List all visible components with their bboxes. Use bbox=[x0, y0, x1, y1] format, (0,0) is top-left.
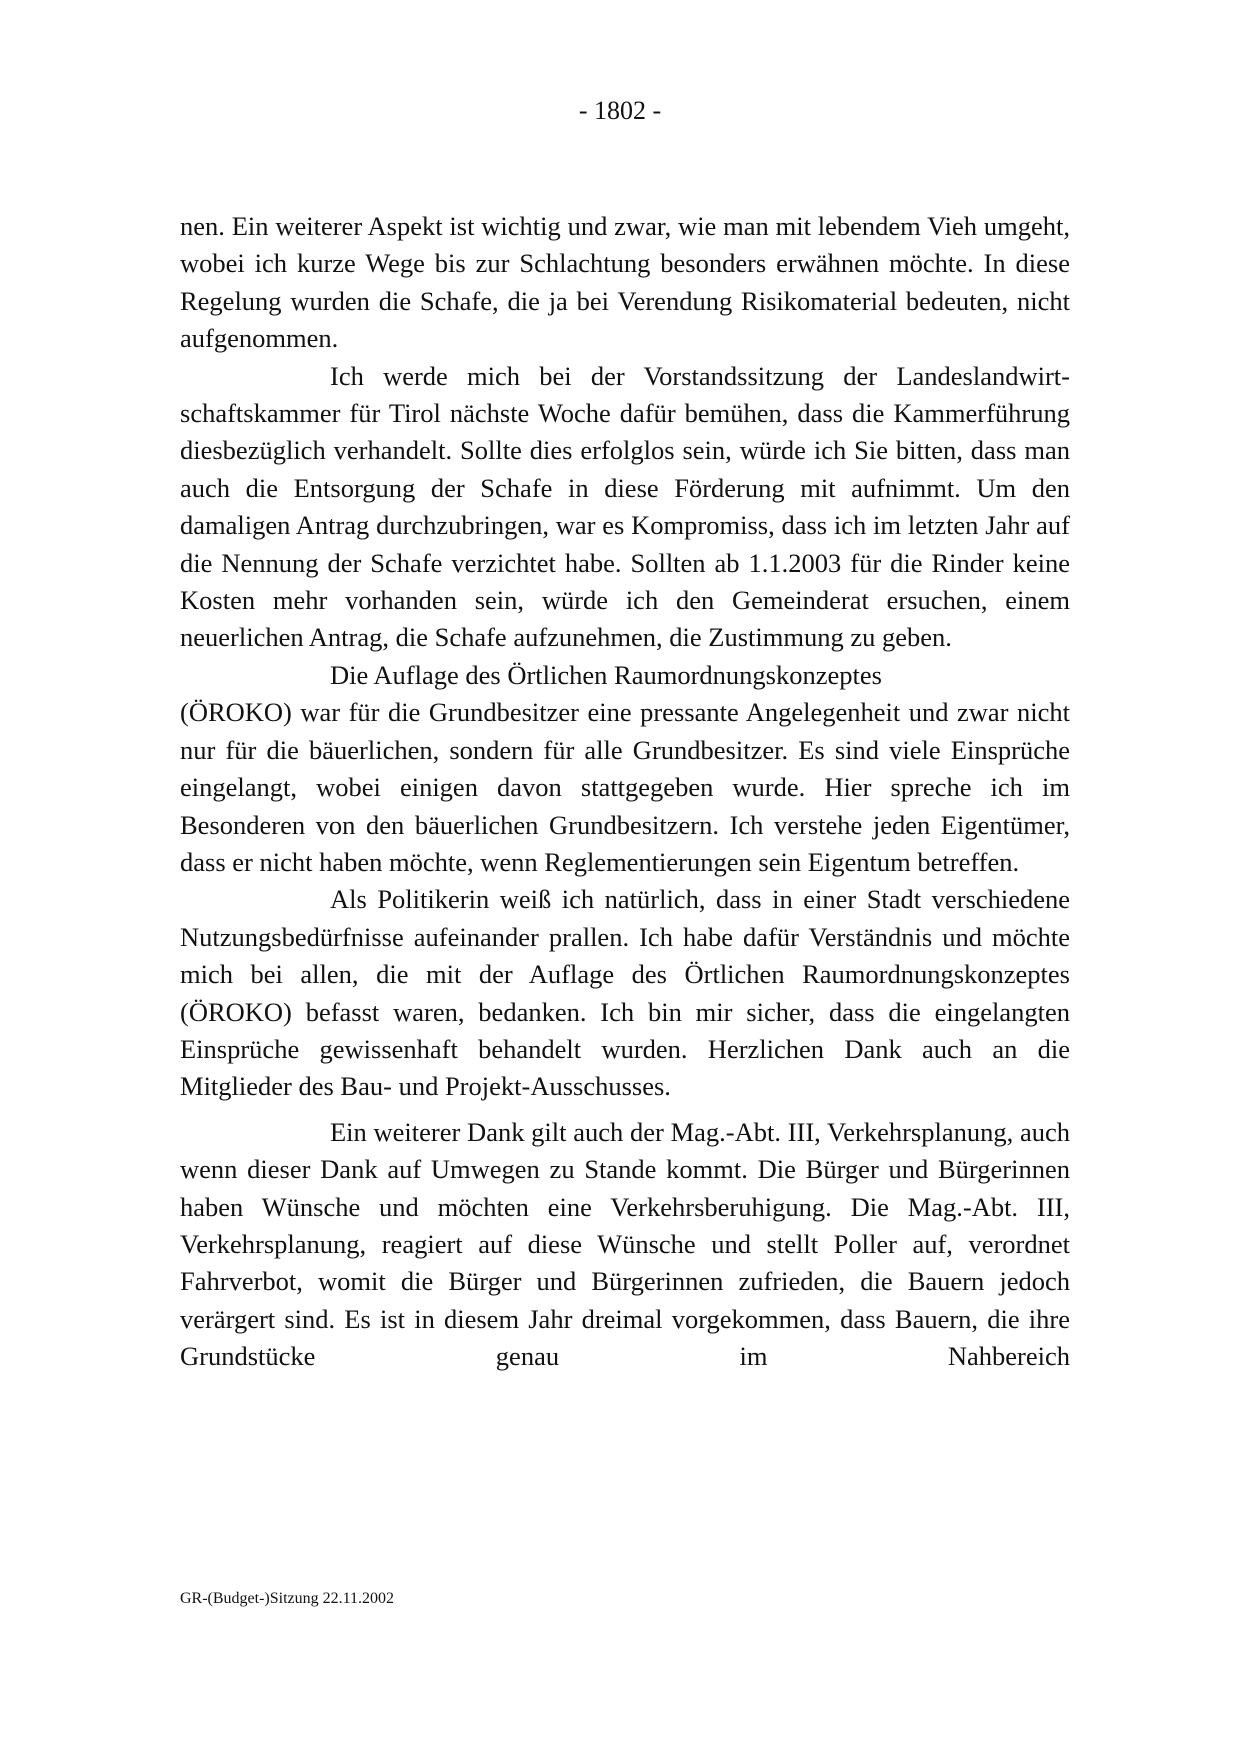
page-number: - 1802 - bbox=[578, 96, 662, 125]
paragraph-3-body: (ÖROKO) war für die Grundbesitzer eine pressante Angelegenheit und zwar nicht nur für die bäuerlichen, sondern für alle Grundbesitzer. Es sind viele Einsprüche eingelangt, wobei einigen davon stattgegeben wurde. Hier spreche ich im Besonderen von den bäuerlichen Grundbesitzern. Ich verstehe jeden Eigentümer, dass er nicht haben möchte, wenn Reglementierungen sein Eigentum betreffen. bbox=[180, 697, 1070, 877]
paragraph-5: Ein weiterer Dank gilt auch der Mag.-Abt. III, Verkehrsplanung, auch wenn dieser Dank auf Umwegen zu Stande kommt. Die Bürger und Bürgerinnen haben Wünsche und möchten eine Verkehrsberuhigung. Die Mag.-Abt. III, Verkehrsplanung, reagiert auf diese Wünsche und stellt Poller auf, verordnet Fahrverbot, womit die Bürger und Bürgerinnen zufrieden, die Bauern jedoch verärgert sind. Es ist in diesem Jahr dreimal vorgekommen, dass Bauern, die ihre Grundstücke genau im Nahbereich bbox=[180, 1116, 1070, 1372]
paragraph-3-heading-line: Die Auflage des Örtlichen Raumordnungskonzeptes bbox=[330, 659, 882, 690]
footer-session-label: GR-(Budget-)Sitzung 22.11.2002 bbox=[180, 1590, 395, 1607]
paragraph-4: Als Politikerin weiß ich natürlich, dass in einer Stadt verschiedene Nutzungsbedürfnisse aufeinander prallen. Ich habe dafür Verständnis und möchte mich bei allen, die mit der Auflage des Örtlichen Raumordnungskonzeptes (ÖROKO) befasst waren, bedanken. Ich bin mir sicher, dass die eingelangten Einsprüche gewissenhaft behandelt wurden. Herzlichen Dank auch an die Mitglieder des Bau- und Projekt-Ausschusses. bbox=[180, 884, 1070, 1102]
paragraph-2: Ich werde mich bei der Vorstandssitzung der Landeslandwirtschaftskammer für Tirol nächste Woche dafür bemühen, dass die Kammerführung diesbezüglich verhandelt. Sollte dies erfolglos sein, würde ich Sie bitten, dass man auch die Entsorgung der Schafe in diese Förderung mit aufnimmt. Um den damaligen Antrag durchzubringen, war es Kompromiss, dass ich im letzten Jahr auf die Nennung der Schafe verzichtet habe. Sollten ab 1.1.2003 für die Rinder keine Kosten mehr vorhanden sein, würde ich den Gemeinderat ersuchen, einem neuerlichen Antrag, die Schafe aufzunehmen, die Zustimmung zu geben. bbox=[180, 360, 1070, 653]
paragraph-1: nen. Ein weiterer Aspekt ist wichtig und zwar, wie man mit lebendem Vieh umgeht, wobei ich kurze Wege bis zur Schlachtung besonders erwähnen möchte. In diese Regelung wurden die Schafe, die ja bei Verendung Risikomaterial bedeuten, nicht aufgenommen. bbox=[180, 211, 1070, 354]
document-body bbox=[180, 208, 1070, 1376]
